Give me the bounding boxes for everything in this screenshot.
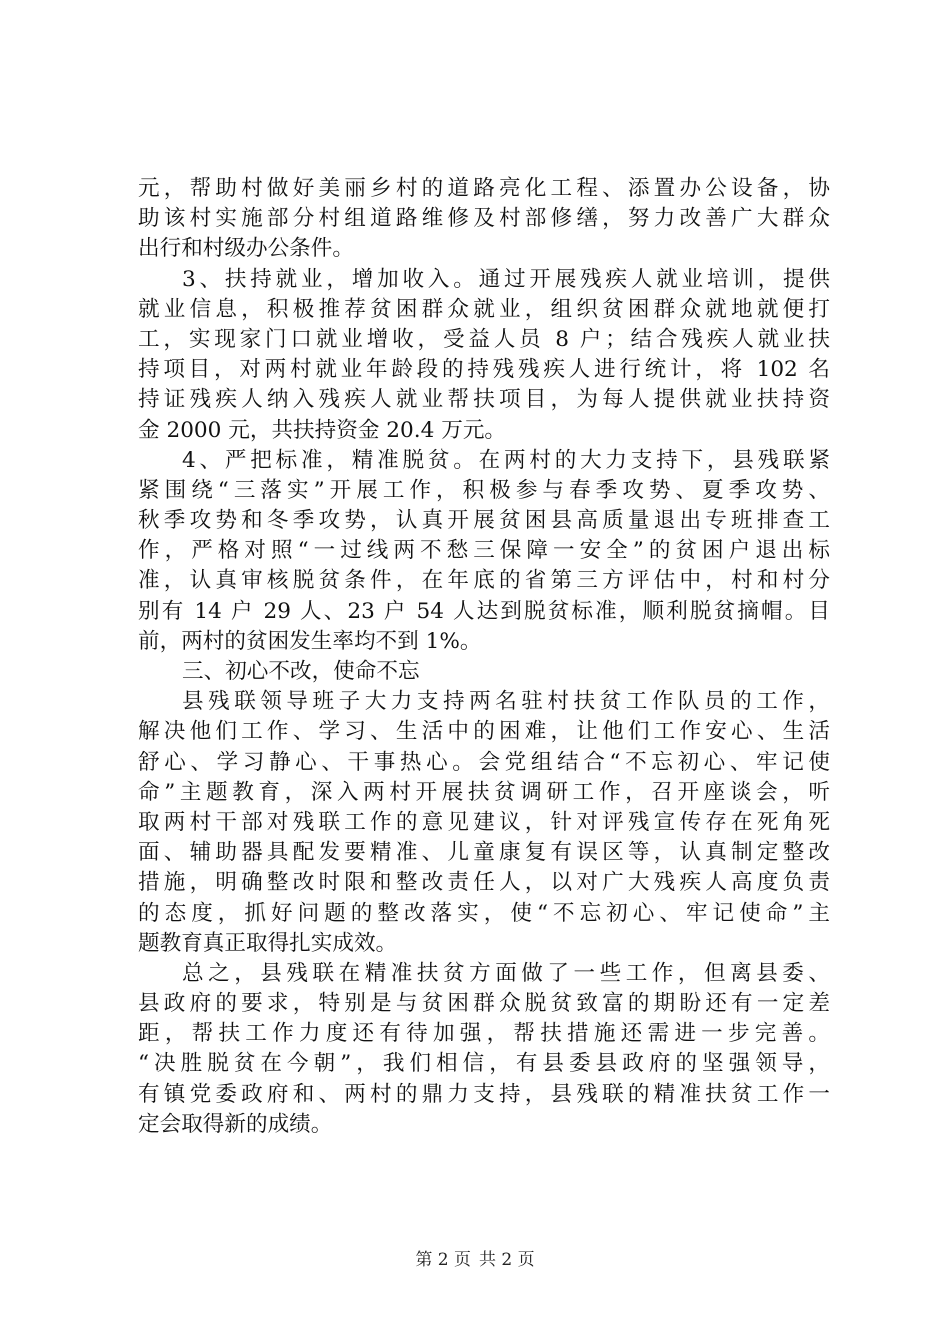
text-line: 金 2000 元，共扶持资金 20.4 万元。: [138, 417, 507, 443]
page-number: 第 2 页: [415, 1250, 471, 1270]
text-line: 4、严把标准，精准脱贫。在两村的大力支持下，县残联紧: [182, 447, 830, 473]
page-total: 共 2 页: [479, 1250, 535, 1270]
text-line: 前，两村的贫困发生率均不到 1%。: [138, 628, 482, 654]
text-line: 取两村干部对残联工作的意见建议，针对评残宣传存在死角死: [138, 809, 830, 835]
text-line: “决胜脱贫在今朝”，我们相信，有县委县政府的坚强领导，: [138, 1051, 830, 1077]
text-line: 县政府的要求，特别是与贫困群众脱贫致富的期盼还有一定差: [138, 991, 830, 1017]
text-line: 县残联领导班子大力支持两名驻村扶贫工作队员的工作，: [182, 689, 830, 715]
text-line: 就业信息，积极推荐贫困群众就业，组织贫困群众就地就便打: [138, 296, 830, 322]
text-line: 命”主题教育，深入两村开展扶贫调研工作，召开座谈会，听: [138, 779, 830, 805]
text-line: 紧围绕“三落实”开展工作，积极参与春季攻势、夏季攻势、: [138, 477, 830, 503]
text-line: 工，实现家门口就业增收，受益人员 8 户；结合残疾人就业扶: [138, 326, 830, 352]
text-line: 3、扶持就业，增加收入。通过开展残疾人就业培训，提供: [182, 266, 830, 292]
text-line: 助该村实施部分村组道路维修及村部修缮，努力改善广大群众: [138, 206, 830, 232]
text-line: 持证残疾人纳入残疾人就业帮扶项目，为每人提供就业扶持资: [138, 387, 830, 413]
text-line: 准，认真审核脱贫条件，在年底的省第三方评估中，村和村分: [138, 568, 830, 594]
text-line: 三、初心不改，使命不忘: [182, 659, 420, 684]
document-body: [138, 174, 830, 1140]
text-line: 的态度，抓好问题的整改落实，使“不忘初心、牢记使命”主: [138, 900, 830, 926]
text-line: 距，帮扶工作力度还有待加强，帮扶措施还需进一步完善。: [138, 1021, 830, 1047]
text-line: 舒心、学习静心、干事热心。会党组结合“不忘初心、牢记使: [138, 749, 830, 775]
text-line: 有镇党委政府和、两村的鼎力支持，县残联的精准扶贫工作一: [138, 1081, 830, 1107]
text-line: 面、辅助器具配发要精准、儿童康复有误区等，认真制定整改: [138, 840, 830, 866]
text-line: 作，严格对照“一过线两不愁三保障一安全”的贫困户退出标: [138, 538, 830, 564]
page-footer: [0, 1245, 950, 1270]
text-line: 解决他们工作、学习、生活中的困难，让他们工作安心、生活: [138, 719, 830, 745]
text-line: 持项目，对两村就业年龄段的持残残疾人进行统计，将 102 名: [138, 357, 830, 383]
text-line: 别有 14 户 29 人、23 户 54 人达到脱贫标准，顺利脱贫摘帽。目: [138, 598, 830, 624]
text-line: 总之，县残联在精准扶贫方面做了一些工作，但离县委、: [182, 960, 830, 986]
text-line: 题教育真正取得扎实成效。: [138, 930, 398, 956]
text-line: 措施，明确整改时限和整改责任人，以对广大残疾人高度负责: [138, 870, 830, 896]
text-line: 秋季攻势和冬季攻势，认真开展贫困县高质量退出专班排查工: [138, 508, 830, 534]
text-line: 元，帮助村做好美丽乡村的道路亮化工程、添置办公设备，协: [138, 176, 830, 201]
text-line: 定会取得新的成绩。: [138, 1111, 333, 1137]
text-line: 出行和村级办公条件。: [138, 236, 354, 262]
